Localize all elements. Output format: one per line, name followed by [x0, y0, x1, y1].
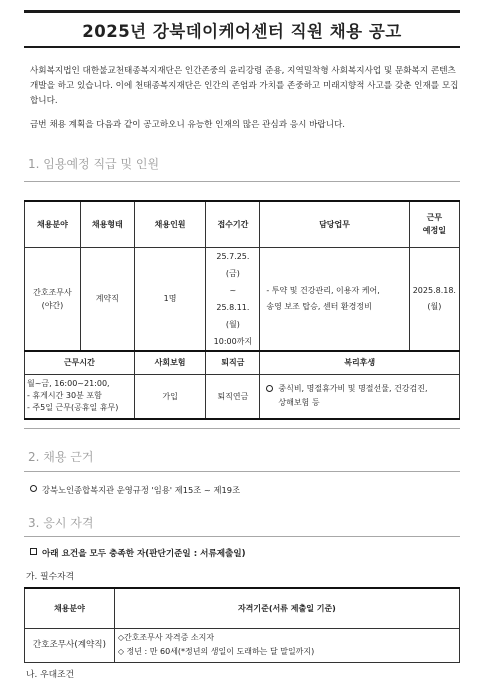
cell-field: 간호조무사(계약직): [25, 628, 115, 662]
header-cell: 근무시간: [25, 351, 135, 375]
cell-period: 25.7.25.(금) ~ 25.8.11.(월) 10:00까지: [206, 247, 260, 351]
table-row: [25, 375, 460, 419]
title-box: [24, 10, 460, 48]
header-cell: 접수기간: [206, 201, 260, 247]
section-2-heading: 2. 채용 근거: [28, 450, 94, 464]
section-1-divider: [24, 181, 460, 182]
intro-paragraph-2: 금번 채용 계획을 다음과 같이 공고하오니 유능한 인재의 많은 관심과 응시 바랍니다.: [30, 120, 346, 130]
welfare-text: 중식비, 명절휴가비 및 명절선물, 건강검진, 상해보험 등: [278, 384, 428, 408]
header-cell: 자격기준(서류 제출일 기준): [114, 588, 459, 628]
section-3-heading: 3. 응시 자격: [28, 516, 94, 530]
header-cell: 채용분야: [25, 588, 115, 628]
table-row: [25, 628, 460, 662]
page-title: 2025년 강북데이케어센터 직원 채용 공고: [82, 21, 402, 41]
section-3-divider: [24, 536, 460, 537]
requirement-text: 아래 요건을 모두 충족한 자(판단기준일 : 서류제출일): [42, 549, 246, 559]
subheading-essential: 가. 필수자격: [26, 572, 75, 582]
table-row: [25, 247, 460, 351]
section-1-heading: 1. 임용예정 직급 및 인원: [28, 157, 160, 171]
header-cell: 사회보험: [134, 351, 206, 375]
section-2-top-divider: [24, 428, 460, 429]
header-cell: 채용인원: [134, 201, 206, 247]
qualification-table: [24, 587, 460, 663]
cell-type: 계약직: [80, 247, 134, 351]
cell-duty: - 투약 및 건강관리, 이용자 케어, 송영 보조 탑승, 센터 환경정비: [260, 247, 409, 351]
intro-paragraph-1: 사회복지법인 대한불교천태종복지재단은 인간존중의 윤리강령 준용, 지역밀착형 사회복지사업 및 문화복지 콘텐츠 개발을 하고 있습니다. 이에 천태종복지재단은 인간의 존엄과 가치를 존중하고 미래지향적 사고를 갖춘 인재를 모집합니다.: [30, 66, 459, 106]
cell-count: 1명: [134, 247, 206, 351]
header-cell: 퇴직금: [206, 351, 260, 375]
header-cell: 복리후생: [260, 351, 460, 375]
circle-bullet-icon: [30, 485, 37, 492]
requirement-line: [30, 547, 246, 559]
subheading-preferred: 나. 우대조건: [26, 670, 75, 680]
cell-hours: 월~금, 16:00~21:00, - 휴게시간 30분 포함 - 주5일 근무(공휴일 휴무): [25, 375, 135, 419]
intro: [30, 64, 460, 142]
section-2-divider: [24, 471, 460, 472]
header-cell: 채용분야: [25, 201, 81, 247]
basis-line: [30, 484, 240, 496]
header-cell: 채용형태: [80, 201, 134, 247]
header-cell: 담당업무: [260, 201, 409, 247]
table-header-row: [25, 201, 460, 247]
cell-welfare: [260, 375, 460, 419]
cell-qualification: [114, 628, 459, 662]
basis-text: 강북노인종합복지관 운영규정 '임용' 제15조 ~ 제19조: [42, 485, 241, 495]
cell-severance: 퇴직연금: [206, 375, 260, 419]
position-table: [24, 200, 460, 420]
square-bullet-icon: [30, 548, 37, 555]
qualification-2: ◇ 정년 : 만 60세(*정년의 생일이 도래하는 달 말일까지): [117, 647, 315, 656]
cell-field: 간호조무사 (야간): [25, 247, 81, 351]
header-cell: 근무 예정일: [409, 201, 459, 247]
qualification-1: ◇간호조무사 자격증 소지자: [117, 633, 215, 642]
cell-start: 2025.8.18. (월): [409, 247, 459, 351]
table-header-row-2: [25, 351, 460, 375]
cell-insurance: 가입: [134, 375, 206, 419]
circle-bullet-icon: [266, 385, 273, 392]
table-header-row: [25, 588, 460, 628]
